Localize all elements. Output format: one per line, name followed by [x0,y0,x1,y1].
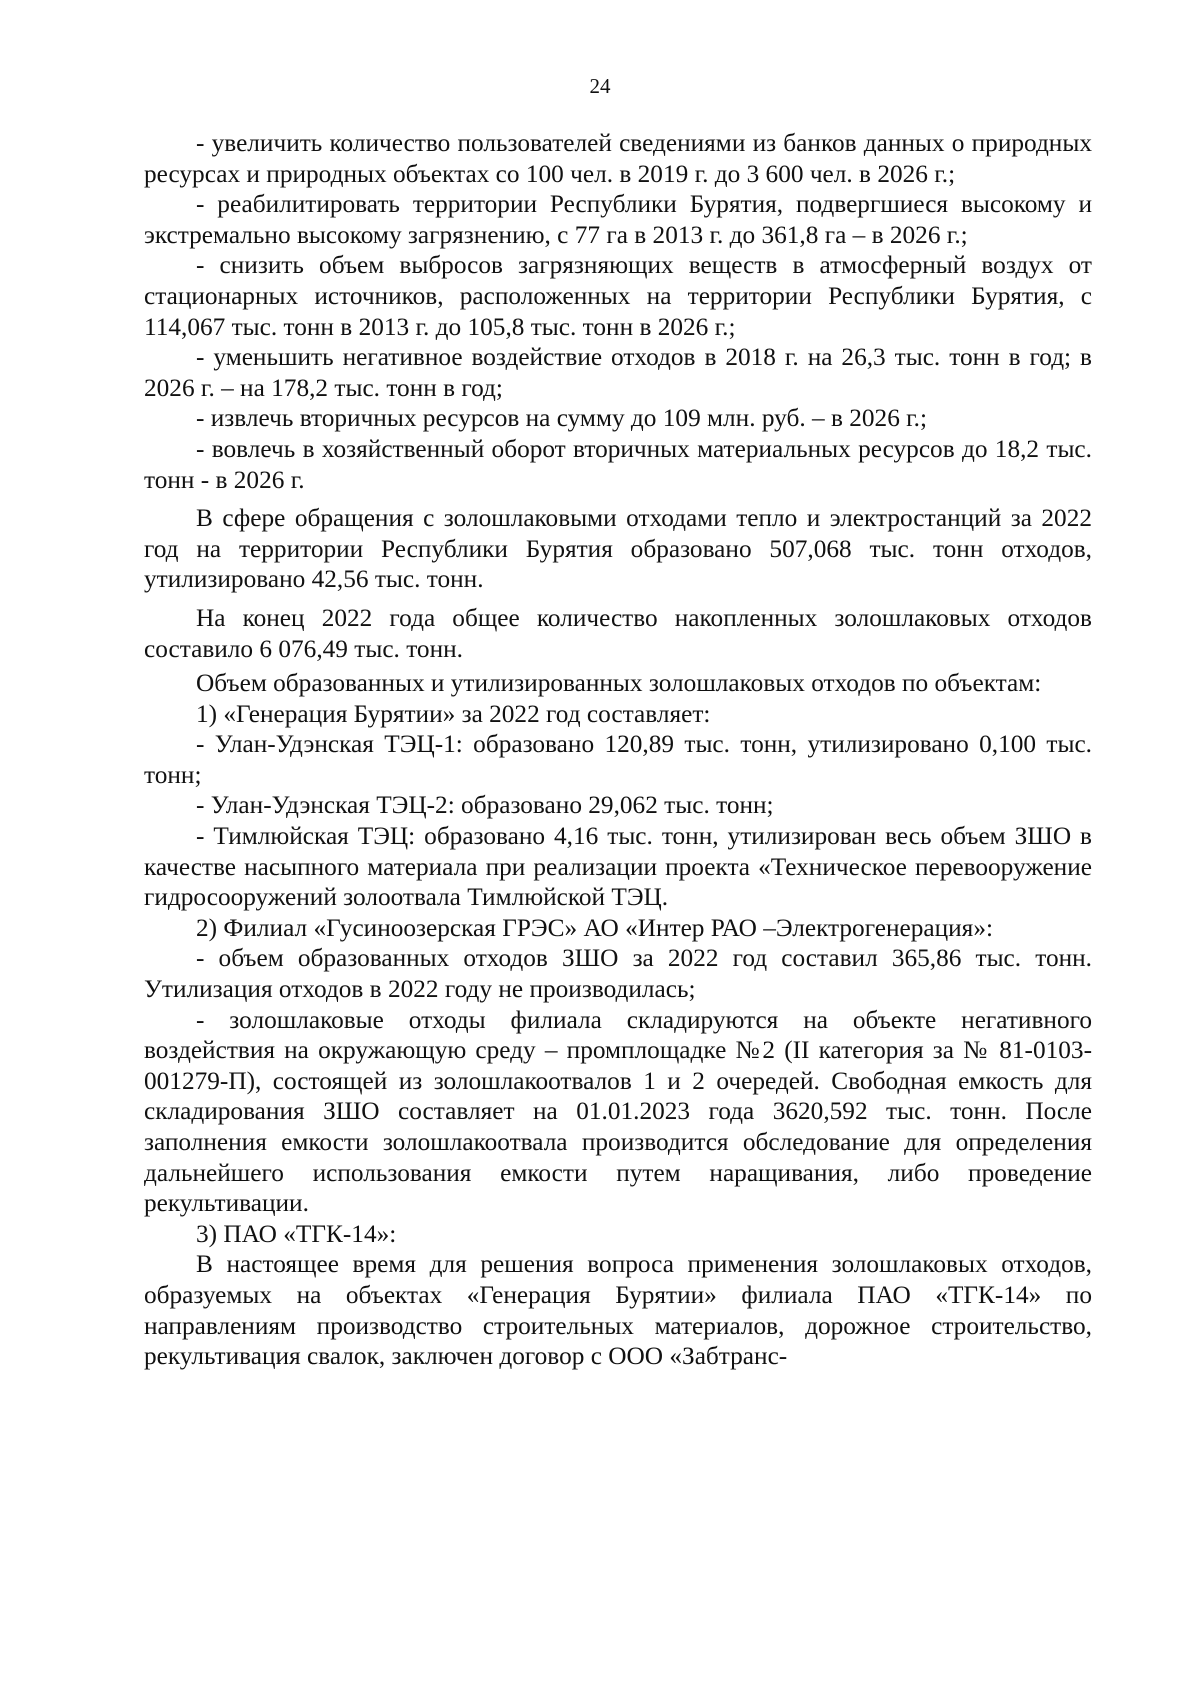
paragraph-accumulated-waste: На конец 2022 года общее количество накопленных золошлаковых отходов составило 6 076,49 тыс. тонн. [144,603,1092,663]
paragraph-tec-1: - Улан-Удэнская ТЭЦ-1: образовано 120,89 тыс. тонн, утилизировано 0,100 тыс. тонн; [144,730,1092,789]
document-body [144,128,1092,1372]
paragraph-secondary-materials: - вовлечь в хозяйственный оборот вторичных материальных ресурсов до 18,2 тыс. тонн - в 2026 г. [144,434,1092,494]
paragraph-tgk-14: 3) ПАО «ТГК-14»: [196,1219,397,1248]
paragraph-gusinoozersk-gres: 2) Филиал «Гусиноозерская ГРЭС» АО «Интер РАО –Электрогенерация»: [196,913,993,942]
paragraph-generation-buryatia: 1) «Генерация Бурятии» за 2022 год составляет: [196,699,711,728]
paragraph-secondary-resources-value: - извлечь вторичных ресурсов на сумму до 109 млн. руб. – в 2026 г.; [196,404,928,433]
paragraph-reduce-waste-impact: - уменьшить негативное воздействие отходов в 2018 г. на 26,3 тыс. тонн в год; в 2026 г. – на 178,2 тыс. тонн в год; [144,343,1092,402]
paragraph-tec-2: - Улан-Удэнская ТЭЦ-2: образовано 29,062 тыс. тонн; [196,791,774,820]
paragraph-reduce-emissions: - снизить объем выбросов загрязняющих веществ в атмосферный воздух от стационарных источников, расположенных на территории Республики Бурятия, с 114,067 тыс. тонн в 2013 г. до 105,8 тыс. тонн в 2026 г.; [144,251,1092,341]
paragraph-ash-waste-2022: В сфере обращения с золошлаковыми отходами тепло и электростанций за 2022 год на территории Республики Бурятия образовано 507,068 тыс. тонн отходов, утилизировано 42,56 тыс. тонн. [144,504,1092,594]
paragraph-storage-site: - золошлаковые отходы филиала складируются на объекте негативного воздействия на окружающую среду – промплощадке №2 (II категория за № 81-0103-001279-П), состоящей из золошлакоотвалов 1 и 2 очередей. Свободная емкость для складирования ЗШО составляет на 01.01.2023 года 3620,592 тыс. тонн. После заполнения емкости золошлакоотвала производится обследование для определения дальнейшего использования емкости путем наращивания, либо проведение рекультивации. [144,1005,1092,1218]
paragraph-current-agreement: В настоящее время для решения вопроса применения золошлаковых отходов, образуемых на объектах «Генерация Бурятии» филиала ПАО «ТГК-14» по направлениям производство строительных материалов, дорожное строительство, рекультивация свалок, заключен договор с ООО «Забтранс- [144,1250,1092,1371]
paragraph-volume-by-object: Объем образованных и утилизированных золошлаковых отходов по объектам: [196,669,1042,698]
paragraph-users-databank: - увеличить количество пользователей сведениями из банков данных о природных ресурсах и природных объектах со 100 чел. в 2019 г. до 3 600 чел. в 2026 г.; [144,129,1092,188]
paragraph-zsho-volume: - объем образованных отходов ЗШО за 2022 год составил 365,86 тыс. тонн. Утилизация отходов в 2022 году не производилась; [144,944,1092,1004]
page-number: 24 [589,74,611,98]
paragraph-rehabilitate-territories: - реабилитировать территории Республики Бурятия, подвергшиеся высокому и экстремально высокому загрязнению, с 77 га в 2013 г. до 361,8 га – в 2026 г.; [144,190,1092,249]
paragraph-timlyuy-tec: - Тимлюйская ТЭЦ: образовано 4,16 тыс. тонн, утилизирован весь объем ЗШО в качестве насыпного материала при реализации проекта «Техническое перевооружение гидросооружений золоотвала Тимлюйской ТЭЦ. [144,822,1092,912]
